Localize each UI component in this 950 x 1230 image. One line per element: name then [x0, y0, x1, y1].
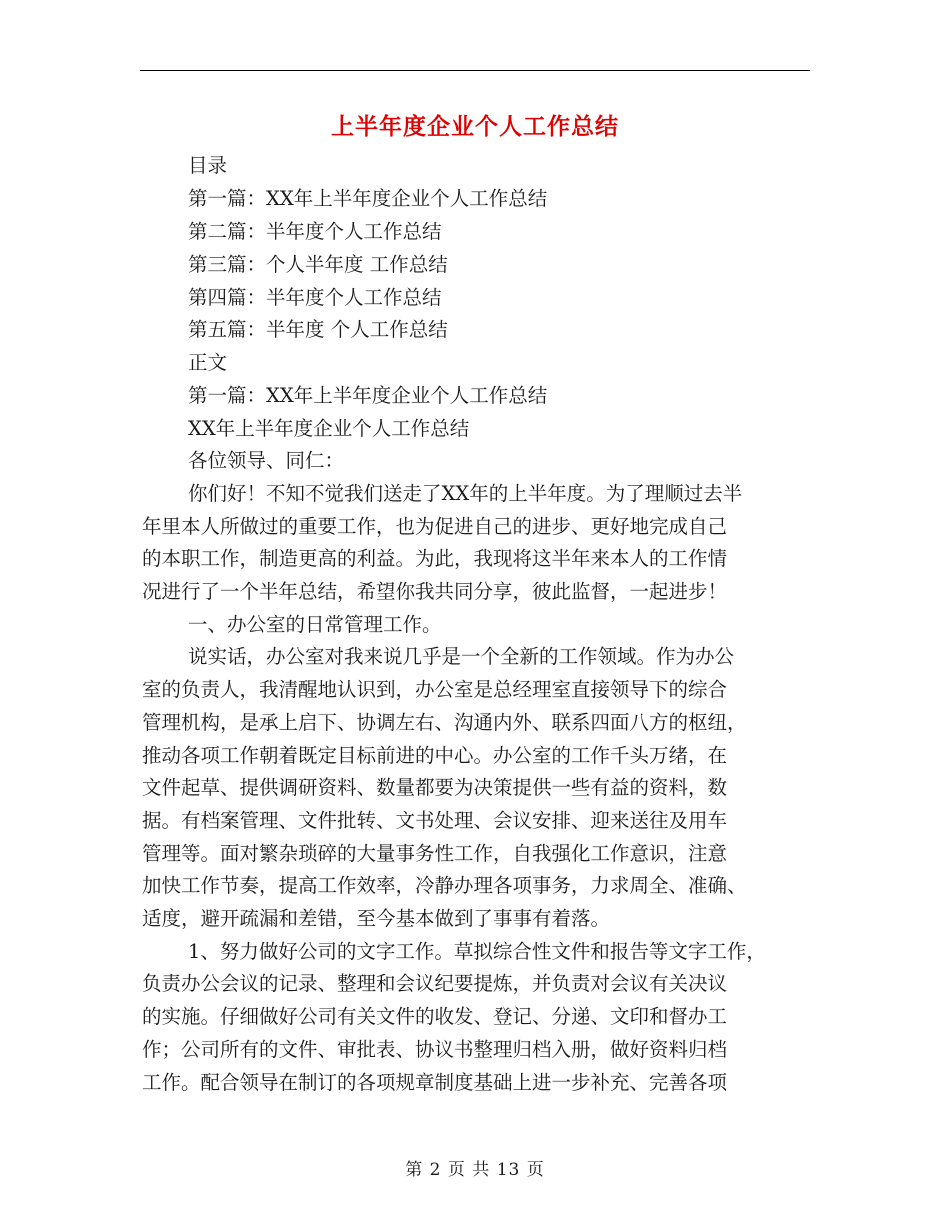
toc-item: 第一篇：XX年上半年度企业个人工作总结	[188, 187, 548, 210]
footer-middle: 页 共	[447, 1160, 491, 1180]
toc-item: 第二篇：半年度个人工作总结	[188, 220, 442, 243]
paragraph-line: 作；公司所有的文件、审批表、协议书整理归档入册，做好资料归档	[142, 1038, 728, 1061]
paragraph-line: 管理机构，是承上启下、协调左右、沟通内外、联系四面八方的枢纽，	[142, 711, 747, 734]
paragraph-line: 文件起草、提供调研资料、数量都要为决策提供一些有益的资料，数	[142, 776, 728, 799]
toc-heading: 目录	[188, 154, 228, 177]
toc-item: 第四篇：半年度个人工作总结	[188, 286, 442, 309]
paragraph-line: 适度，避开疏漏和差错，至今基本做到了事事有着落。	[142, 907, 611, 930]
greeting: 各位领导、同仁：	[188, 449, 345, 472]
total-pages: 13	[496, 1160, 521, 1180]
toc-item: 第五篇：半年度 个人工作总结	[188, 318, 448, 341]
paragraph-line: 的本职工作，制造更高的利益。为此，我现将这半年来本人的工作情	[142, 547, 728, 570]
paragraph-line: 1、努力做好公司的文字工作。草拟综合性文件和报告等文字工作，	[188, 940, 766, 963]
document-title: 上半年度企业个人工作总结	[331, 113, 619, 140]
paragraph-line: 说实话，办公室对我来说几乎是一个全新的工作领域。作为办公	[188, 645, 735, 668]
body-heading: 正文	[188, 351, 228, 374]
toc-item: 第三篇：个人半年度 工作总结	[188, 253, 448, 276]
paragraph-line: 据。有档案管理、文件批转、文书处理、会议安排、迎来送往及用车	[142, 809, 728, 832]
paragraph-line: 年里本人所做过的重要工作，也为促进自己的进步、更好地完成自己	[142, 515, 728, 538]
paragraph-line: 负责办公会议的记录、整理和会议纪要提炼，并负责对会议有关决议	[142, 972, 728, 995]
paragraph-line: 的实施。仔细做好公司有关文件的收发、登记、分递、文印和督办工	[142, 1005, 728, 1028]
paragraph-line: 管理等。面对繁杂琐碎的大量事务性工作，自我强化工作意识，注意	[142, 842, 728, 865]
paragraph-line: 你们好！不知不觉我们送走了XX年的上半年度。为了理顺过去半	[188, 482, 743, 505]
footer-prefix: 第	[405, 1160, 424, 1180]
paragraph-line: 加快工作节奏，提高工作效率，冷静办理各项事务，力求周全、准确、	[142, 874, 747, 897]
header-rule	[140, 70, 810, 71]
footer-suffix: 页	[526, 1160, 545, 1180]
section-heading: 一、办公室的日常管理工作。	[188, 613, 442, 636]
page-footer	[0, 1155, 950, 1180]
current-page-number: 2	[429, 1160, 442, 1180]
paragraph-line: 况进行了一个半年总结，希望你我共同分享，彼此监督，一起进步！	[142, 580, 728, 603]
doc-subtitle: XX年上半年度企业个人工作总结	[188, 417, 470, 440]
paragraph-line: 工作。配合领导在制订的各项规章制度基础上进一步补充、完善各项	[142, 1071, 728, 1094]
paragraph-line: 室的负责人，我清醒地认识到，办公室是总经理室直接领导下的综合	[142, 678, 728, 701]
part-title: 第一篇：XX年上半年度企业个人工作总结	[188, 384, 548, 407]
paragraph-line: 推动各项工作朝着既定目标前进的中心。办公室的工作千头万绪，在	[142, 744, 728, 767]
